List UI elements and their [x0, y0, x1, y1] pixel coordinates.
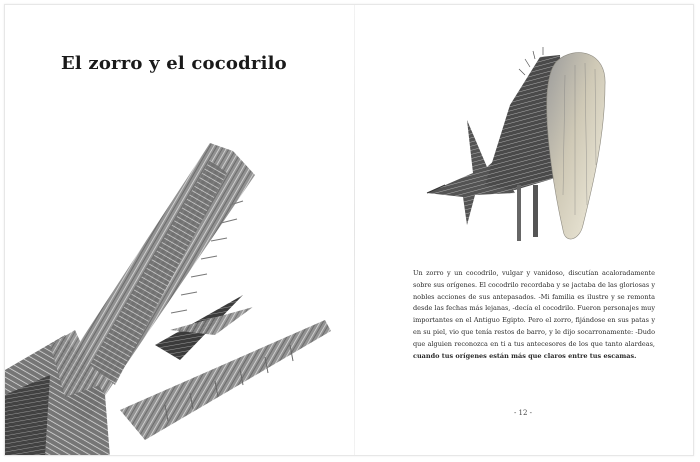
crocodile-illustration — [5, 135, 345, 456]
story-moral: cuando tus orígenes están más que claros entre tus escamas. — [413, 351, 637, 360]
page-fold — [354, 5, 355, 455]
story-text — [413, 268, 655, 362]
fox-illustration — [415, 45, 615, 255]
book-spread — [4, 4, 694, 456]
page-number: - 12 - — [513, 409, 533, 417]
story-body: Un zorro y un cocodrilo, vulgar y vanidoso, discutían acaloradamente sobre sus orígenes. El cocodrilo recordaba y se jactaba de las gloriosas y nobles acciones de sus antepasados. -Mi familia es ilustre y se remonta desde las fechas más lejanas, -decía el cocodrilo. Fueron personajes muy importantes en el Antiguo Egipto. Pero el zorro, fijándose en sus patas y en su piel, vio que tenía restos de barro, y le dijo socarronamente: -Dudo que alguien reconozca en ti a tus antecesores de los que tanto alardeas, — [413, 269, 655, 348]
page-title: El zorro y el cocodrilo — [61, 53, 287, 75]
